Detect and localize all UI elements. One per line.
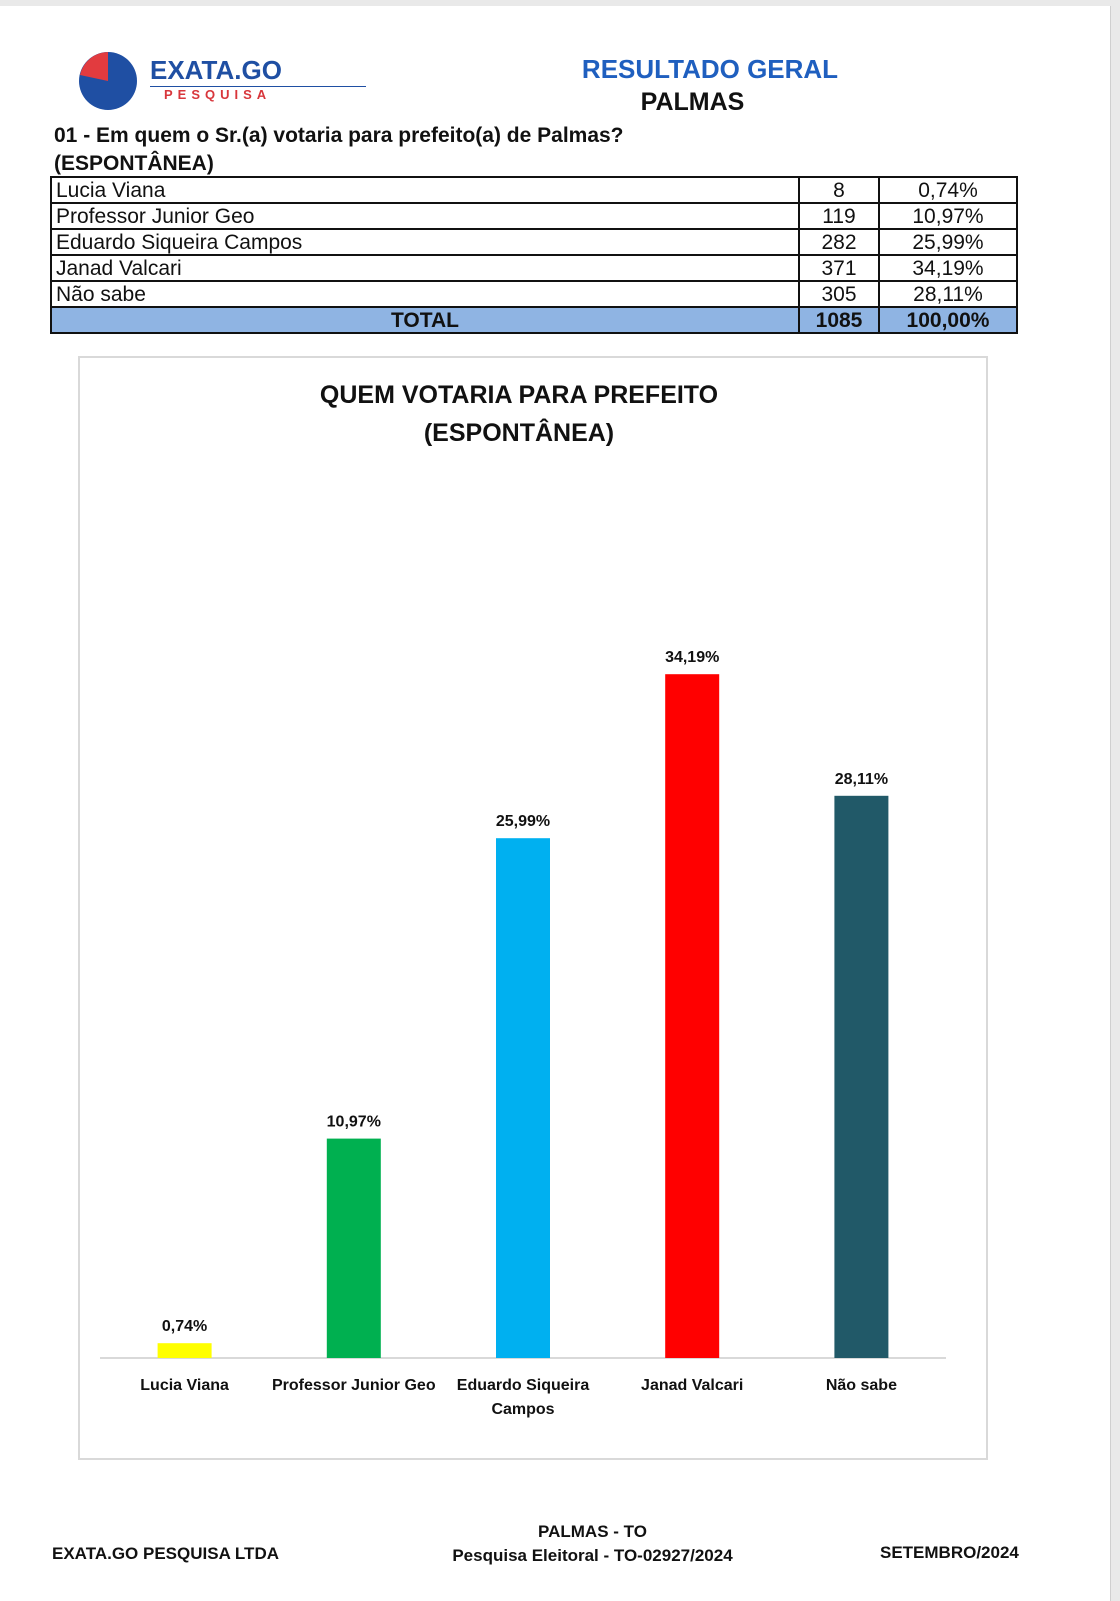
results-table	[50, 176, 1018, 334]
table-row	[51, 255, 1017, 281]
table-row	[51, 203, 1017, 229]
category-label: Janad Valcari	[641, 1377, 744, 1394]
total-label: TOTAL	[51, 307, 799, 333]
question-line-1: 01 - Em quem o Sr.(a) votaria para prefeito(a) de Palmas?	[54, 124, 624, 147]
bar	[158, 1343, 212, 1358]
bar-value-label: 0,74%	[161, 1318, 208, 1336]
report-city: PALMAS	[640, 88, 745, 116]
vote-percent: 28,11%	[879, 281, 1017, 307]
category-label: Não sabe	[825, 1377, 897, 1394]
report-title: RESULTADO GERAL	[581, 54, 839, 84]
table-row	[51, 229, 1017, 255]
chart-title: QUEM VOTARIA PARA PREFEITO	[319, 381, 719, 409]
category-label: Lucia Viana	[140, 1377, 229, 1394]
candidate-name: Lucia Viana	[51, 177, 799, 203]
bar	[665, 674, 719, 1358]
vote-count: 282	[799, 229, 879, 255]
bar	[327, 1139, 381, 1358]
category-label: Eduardo Siqueira	[456, 1377, 590, 1394]
vote-count: 305	[799, 281, 879, 307]
table-row	[51, 281, 1017, 307]
report-page	[0, 6, 1111, 1601]
table-row	[51, 177, 1017, 203]
candidate-name: Não sabe	[51, 281, 799, 307]
candidate-name: Professor Junior Geo	[51, 203, 799, 229]
total-count: 1085	[799, 307, 879, 333]
bar	[834, 796, 888, 1358]
chart-subtitle: (ESPONTÂNEA)	[423, 419, 615, 447]
bar-value-label: 34,19%	[665, 649, 720, 667]
footer-location: PALMAS - TO	[538, 1522, 647, 1541]
bar-chart	[78, 356, 988, 1460]
vote-count: 371	[799, 255, 879, 281]
vote-count: 8	[799, 177, 879, 203]
category-label: Campos	[491, 1401, 555, 1418]
exata-logo	[78, 51, 298, 111]
bar-chart-svg	[80, 358, 986, 1458]
vote-percent: 0,74%	[879, 177, 1017, 203]
footer-date: SETEMBRO/2024	[880, 1543, 1019, 1562]
pie-logo-icon	[78, 51, 138, 111]
candidate-name: Eduardo Siqueira Campos	[51, 229, 799, 255]
total-percent: 100,00%	[879, 307, 1017, 333]
question-line-2: (ESPONTÂNEA)	[54, 152, 214, 175]
logo-brand-text: EXATA.GO	[150, 55, 282, 85]
bar-value-label: 10,97%	[326, 1113, 381, 1131]
candidate-name: Janad Valcari	[51, 255, 799, 281]
bar	[496, 838, 550, 1358]
logo-sub-text: PESQUISA	[164, 87, 272, 102]
footer-registration: Pesquisa Eleitoral - TO-02927/2024	[452, 1546, 733, 1565]
vote-percent: 10,97%	[879, 203, 1017, 229]
bar-value-label: 25,99%	[495, 813, 551, 831]
category-label: Professor Junior Geo	[272, 1377, 436, 1394]
total-row	[51, 307, 1017, 333]
vote-percent: 25,99%	[879, 229, 1017, 255]
footer-company: EXATA.GO PESQUISA LTDA	[52, 1544, 279, 1563]
vote-count: 119	[799, 203, 879, 229]
question-text	[54, 122, 624, 178]
bar-value-label: 28,11%	[834, 770, 889, 788]
vote-percent: 34,19%	[879, 255, 1017, 281]
